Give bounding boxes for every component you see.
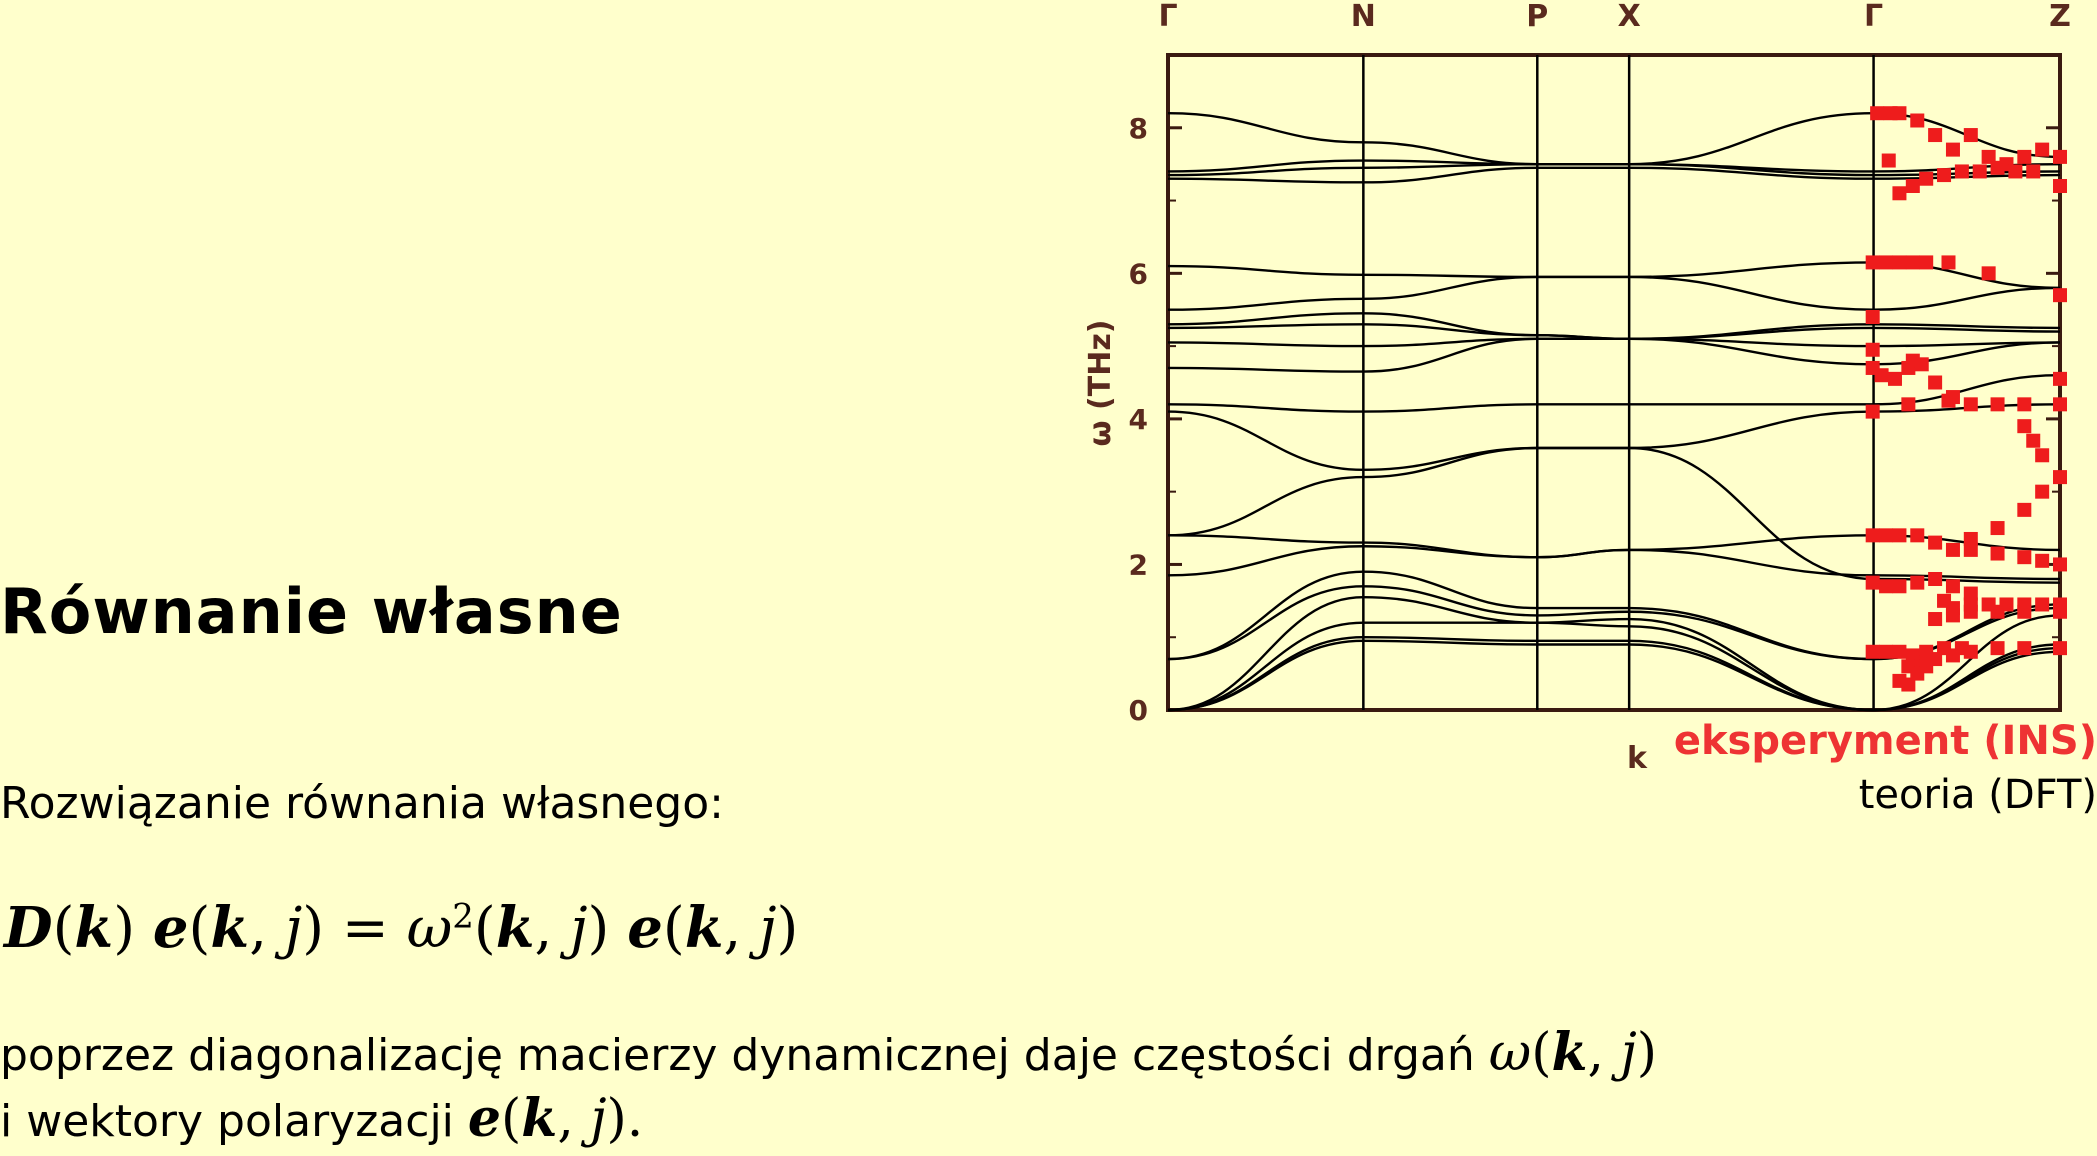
eigen-equation: D(k) e(k, $j) = \omega^2(k$, j) e(k, j) bbox=[4, 895, 799, 961]
experiment-point-19 bbox=[1991, 161, 2005, 175]
y-tick-label-4: 8 bbox=[1128, 111, 1148, 145]
experiment-point-69 bbox=[1879, 579, 1893, 593]
experiment-point-83 bbox=[1928, 612, 1942, 626]
experiment-point-9 bbox=[2017, 150, 2031, 164]
experiment-point-65 bbox=[2017, 550, 2031, 564]
experiment-point-22 bbox=[2053, 179, 2067, 193]
experiment-point-2 bbox=[1892, 106, 1906, 120]
experiment-point-68 bbox=[1866, 576, 1880, 590]
experiment-point-14 bbox=[1906, 179, 1920, 193]
experiment-point-17 bbox=[1955, 164, 1969, 178]
experiment-point-16 bbox=[1937, 168, 1951, 182]
result-text-line2: i wektory polaryzacji e(k, j). bbox=[0, 1088, 644, 1149]
experiment-point-13 bbox=[1892, 186, 1906, 200]
theory-band-14 bbox=[1168, 546, 2060, 579]
experiment-point-57 bbox=[1866, 528, 1880, 542]
x-point-label-4: Γ bbox=[1864, 0, 1884, 34]
experiment-point-67 bbox=[2053, 557, 2067, 571]
legend-theory: teoria (DFT) bbox=[1858, 772, 2097, 818]
experiment-point-87 bbox=[2017, 605, 2031, 619]
experiment-point-47 bbox=[1901, 397, 1915, 411]
experiment-point-29 bbox=[1982, 266, 1996, 280]
y-axis-label: ω (THz) bbox=[1083, 319, 1118, 447]
experiment-point-99 bbox=[1946, 648, 1960, 662]
experiment-point-41 bbox=[1964, 397, 1978, 411]
experiment-point-25 bbox=[1892, 255, 1906, 269]
experiment-point-90 bbox=[1879, 645, 1893, 659]
experiment-point-45 bbox=[2053, 372, 2067, 386]
experiment-point-38 bbox=[1915, 357, 1929, 371]
experiment-point-64 bbox=[1991, 547, 2005, 561]
x-axis-label: k bbox=[1627, 741, 1647, 776]
x-point-label-1: N bbox=[1350, 0, 1376, 34]
experiment-point-100 bbox=[1964, 645, 1978, 659]
experiment-point-21 bbox=[2026, 164, 2040, 178]
experiment-point-42 bbox=[1991, 397, 2005, 411]
experiment-point-52 bbox=[2053, 470, 2067, 484]
x-point-label-0: Γ bbox=[1158, 0, 1178, 34]
experiment-point-88 bbox=[2053, 605, 2067, 619]
x-point-label-3: X bbox=[1617, 0, 1641, 34]
experiment-point-26 bbox=[1906, 255, 1920, 269]
experiment-point-11 bbox=[2053, 150, 2067, 164]
y-tick-label-3: 6 bbox=[1128, 257, 1148, 291]
x-point-label-2: P bbox=[1526, 0, 1549, 34]
page-title: Równanie własne bbox=[0, 575, 623, 648]
experiment-point-18 bbox=[1973, 164, 1987, 178]
experiment-point-24 bbox=[1879, 255, 1893, 269]
experiment-point-51 bbox=[2035, 448, 2049, 462]
experiment-point-32 bbox=[1866, 343, 1880, 357]
intro-text: Rozwiązanie równania własnego: bbox=[0, 778, 724, 829]
experiment-point-49 bbox=[2017, 419, 2031, 433]
experiment-point-91 bbox=[1892, 645, 1906, 659]
x-point-label-5: Z bbox=[2049, 0, 2071, 34]
experiment-point-101 bbox=[1991, 641, 2005, 655]
legend-experiment: eksperyment (INS) bbox=[1673, 718, 2097, 764]
experiment-point-103 bbox=[2053, 641, 2067, 655]
experiment-point-10 bbox=[2035, 143, 2049, 157]
experiment-point-72 bbox=[1928, 572, 1942, 586]
experiment-point-53 bbox=[2035, 485, 2049, 499]
experiment-point-39 bbox=[1928, 376, 1942, 390]
experiment-point-55 bbox=[1991, 521, 2005, 535]
experiment-point-84 bbox=[1946, 608, 1960, 622]
experiment-point-66 bbox=[2035, 554, 2049, 568]
experiment-point-73 bbox=[1946, 579, 1960, 593]
experiment-point-63 bbox=[1964, 543, 1978, 557]
experiment-point-107 bbox=[1919, 659, 1933, 673]
experiment-point-3 bbox=[1910, 114, 1924, 128]
experiment-point-60 bbox=[1910, 528, 1924, 542]
theory-band-13 bbox=[1168, 535, 2060, 557]
theory-band-0 bbox=[1168, 113, 2060, 164]
experiment-point-70 bbox=[1892, 579, 1906, 593]
experiment-point-46 bbox=[1866, 405, 1880, 419]
theory-band-11 bbox=[1168, 412, 2060, 583]
experiment-point-58 bbox=[1879, 528, 1893, 542]
experiment-point-54 bbox=[2017, 503, 2031, 517]
experiment-point-43 bbox=[2017, 397, 2031, 411]
experiment-point-61 bbox=[1928, 536, 1942, 550]
theory-band-5 bbox=[1168, 277, 2060, 310]
experiment-point-12 bbox=[1882, 154, 1896, 168]
experiment-point-48 bbox=[1942, 394, 1956, 408]
experiment-point-0 bbox=[1870, 106, 1884, 120]
y-tick-label-1: 2 bbox=[1128, 548, 1148, 582]
y-tick-label-0: 0 bbox=[1128, 694, 1148, 727]
experiment-point-50 bbox=[2026, 434, 2040, 448]
experiment-point-35 bbox=[1888, 372, 1902, 386]
y-tick-label-2: 4 bbox=[1128, 402, 1148, 436]
experiment-point-15 bbox=[1919, 172, 1933, 186]
experiment-point-30 bbox=[2053, 288, 2067, 302]
experiment-point-6 bbox=[1964, 128, 1978, 142]
experiment-point-34 bbox=[1875, 368, 1889, 382]
experiment-point-44 bbox=[2053, 397, 2067, 411]
experiment-point-27 bbox=[1919, 255, 1933, 269]
experiment-point-31 bbox=[1866, 310, 1880, 324]
experiment-point-59 bbox=[1892, 528, 1906, 542]
experiment-point-102 bbox=[2017, 641, 2031, 655]
experiment-point-5 bbox=[1946, 143, 1960, 157]
experiment-point-85 bbox=[1964, 605, 1978, 619]
experiment-point-20 bbox=[2008, 164, 2022, 178]
result-text-line1: poprzez diagonalizację macierzy dynamicznej daje częstości drgań ω(k, j) bbox=[0, 1022, 1657, 1083]
experiment-point-28 bbox=[1942, 255, 1956, 269]
experiment-point-71 bbox=[1910, 576, 1924, 590]
theory-band-12 bbox=[1168, 404, 2060, 535]
theory-band-7 bbox=[1168, 324, 2060, 339]
theory-band-10 bbox=[1168, 375, 2060, 411]
experiment-point-23 bbox=[1866, 255, 1880, 269]
experiment-point-86 bbox=[1991, 605, 2005, 619]
experiment-point-89 bbox=[1866, 645, 1880, 659]
experiment-point-4 bbox=[1928, 128, 1942, 142]
experiment-point-81 bbox=[2035, 597, 2049, 611]
experiment-point-62 bbox=[1946, 543, 1960, 557]
